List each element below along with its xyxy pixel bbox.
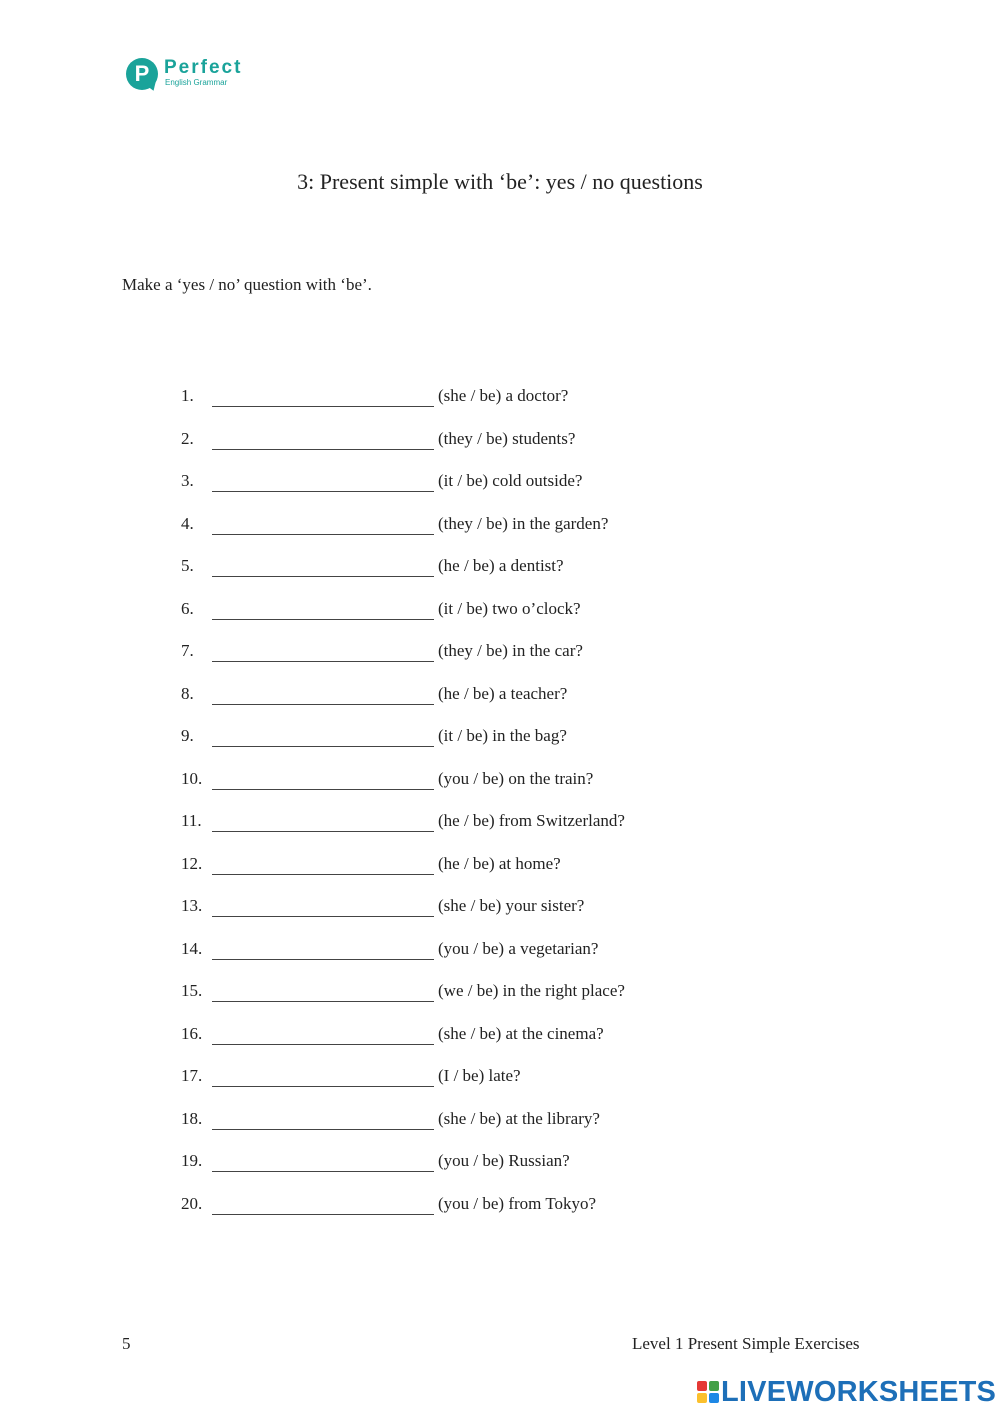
exercise-prompt: (it / be) in the bag? [438, 726, 567, 745]
exercise-prompt: (he / be) a dentist? [438, 556, 564, 575]
exercise-number: 12. [181, 853, 203, 873]
worksheet-title: 3: Present simple with ‘be’: yes / no questions [297, 169, 703, 194]
icon-square [697, 1393, 707, 1403]
exercise-prompt: (we / be) in the right place? [438, 981, 625, 1000]
logo-subtitle: English Grammar [165, 78, 228, 87]
exercise-prompt: (you / be) from Tokyo? [438, 1193, 597, 1213]
answer-blank[interactable] [212, 470, 434, 492]
exercise-number: 15. [181, 981, 203, 1000]
answer-blank[interactable] [212, 640, 434, 662]
footer-title: Level 1 Present Simple Exercises [632, 1334, 860, 1353]
answer-blank[interactable] [212, 768, 434, 790]
exercise-prompt: (they / be) in the car? [438, 641, 583, 660]
icon-square [697, 1381, 707, 1391]
exercise-number: 2. [181, 428, 194, 448]
exercise-number: 3. [181, 471, 194, 490]
answer-blank[interactable] [212, 1108, 434, 1130]
answer-blank[interactable] [212, 428, 434, 450]
exercise-number: 20. [181, 1193, 203, 1213]
exercise-number: 8. [181, 683, 194, 703]
exercise-prompt: (you / be) Russian? [438, 1151, 570, 1170]
answer-blank[interactable] [212, 1150, 434, 1172]
answer-blank[interactable] [212, 683, 434, 705]
liveworksheets-grid-icon [697, 1381, 719, 1403]
page-number: 5 [122, 1334, 131, 1353]
exercise-number: 17. [181, 1066, 203, 1085]
exercise-prompt: (he / be) a teacher? [438, 683, 568, 703]
icon-square [709, 1381, 719, 1391]
answer-blank[interactable] [212, 980, 434, 1002]
logo-brand-name: Perfect [164, 57, 243, 78]
exercise-number: 7. [181, 641, 194, 660]
instruction-text: Make a ‘yes / no’ question with ‘be’. [122, 275, 372, 294]
exercise-prompt: (it / be) two o’clock? [438, 598, 581, 618]
icon-square [709, 1393, 719, 1403]
answer-blank[interactable] [212, 513, 434, 535]
liveworksheets-text: LIVEWORKSHEETS [721, 1376, 997, 1408]
logo-letter: P [134, 61, 150, 86]
answer-blank[interactable] [212, 938, 434, 960]
answer-blank[interactable] [212, 853, 434, 875]
exercise-prompt: (I / be) late? [438, 1066, 521, 1085]
answer-blank[interactable] [212, 725, 434, 747]
answer-blank[interactable] [212, 1065, 434, 1087]
exercise-number: 1. [181, 386, 194, 405]
answer-blank[interactable] [212, 1023, 434, 1045]
exercise-prompt: (she / be) your sister? [438, 896, 585, 915]
answer-blank[interactable] [212, 895, 434, 917]
answer-blank[interactable] [212, 598, 434, 620]
exercise-number: 19. [181, 1151, 203, 1170]
answer-blank[interactable] [212, 555, 434, 577]
answer-blank[interactable] [212, 810, 434, 832]
exercise-prompt: (he / be) from Switzerland? [438, 811, 625, 830]
exercise-number: 9. [181, 726, 194, 745]
exercise-prompt: (you / be) a vegetarian? [438, 938, 599, 958]
exercise-prompt: (you / be) on the train? [438, 768, 594, 788]
exercise-prompt: (it / be) cold outside? [438, 471, 583, 490]
exercise-number: 14. [181, 938, 203, 958]
exercise-prompt: (she / be) at the cinema? [438, 1023, 604, 1043]
answer-blank[interactable] [212, 385, 434, 407]
exercise-number: 4. [181, 513, 194, 533]
exercise-prompt: (he / be) at home? [438, 853, 561, 873]
answer-blank[interactable] [212, 1193, 434, 1215]
exercise-number: 10. [181, 768, 203, 788]
exercise-number: 11. [181, 811, 202, 830]
exercise-number: 16. [181, 1023, 203, 1043]
perfect-english-grammar-logo [126, 56, 256, 96]
exercise-number: 13. [181, 896, 203, 915]
exercise-prompt: (they / be) students? [438, 428, 576, 448]
exercise-prompt: (she / be) a doctor? [438, 386, 569, 405]
exercise-prompt: (they / be) in the garden? [438, 513, 609, 533]
exercise-number: 18. [181, 1108, 203, 1128]
exercise-number: 5. [181, 556, 194, 575]
exercise-prompt: (she / be) at the library? [438, 1108, 600, 1128]
exercise-number: 6. [181, 598, 194, 618]
